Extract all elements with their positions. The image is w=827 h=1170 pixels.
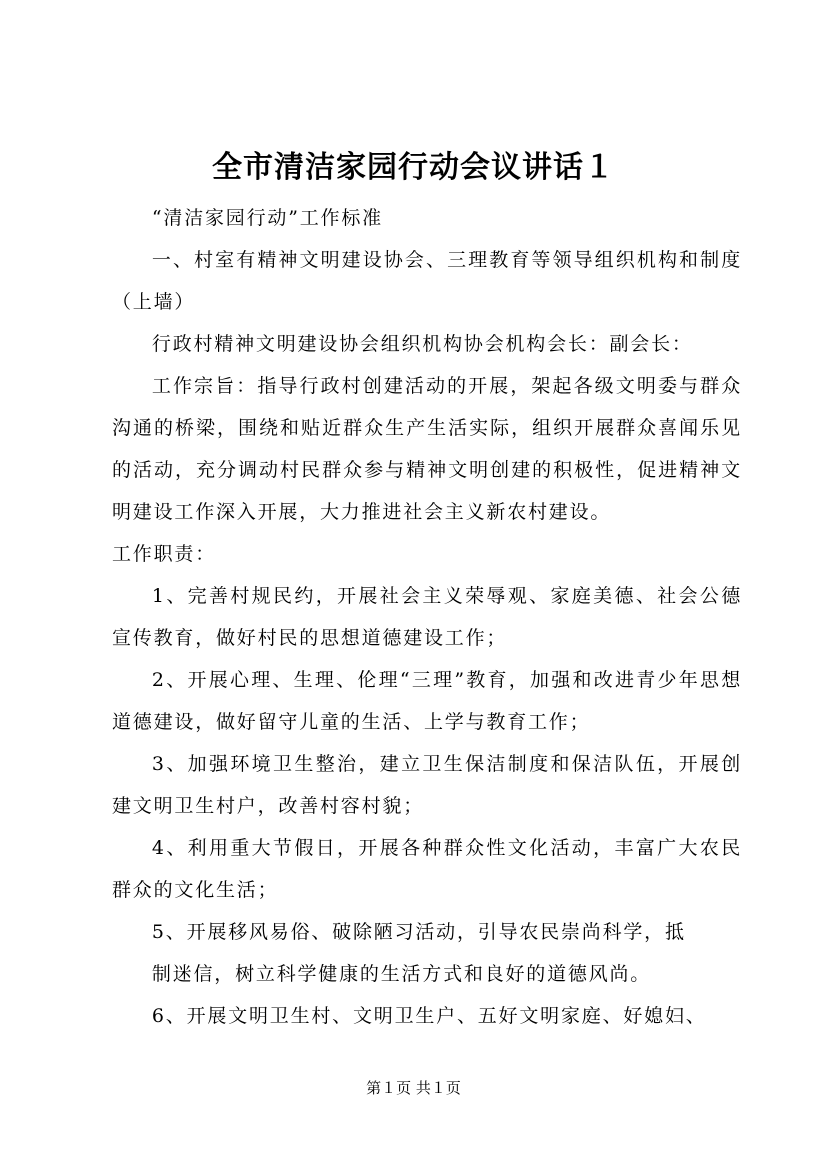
paragraph-duty-2: 2、开展心理、生理、伦理“三理”教育，加强和改进青少年思想道德建设，做好留守儿童的生活、上学与教育工作； bbox=[112, 669, 742, 733]
paragraph-duty-6: 6、开展文明卫生村、文明卫生户、五好文明家庭、好媳妇、 bbox=[151, 1005, 707, 1027]
paragraph-organization: 行政村精神文明建设协会组织机构协会机构会长：副会长： bbox=[151, 333, 693, 355]
page-number-footer: 第１页 共１页 bbox=[366, 1079, 461, 1097]
document-title: 全市清洁家园行动会议讲话１ bbox=[212, 150, 615, 185]
paragraph-duty-5-continued: 制迷信，树立科学健康的生活方式和良好的道德风尚。 bbox=[151, 963, 652, 985]
paragraph-duty-3: 3、加强环境卫生整治，建立卫生保洁制度和保洁队伍，开展创建文明卫生村户，改善村容村貌； bbox=[112, 753, 742, 817]
paragraph-duty-1: 1、完善村规民约，开展社会主义荣辱观、家庭美德、社会公德宣传教育，做好村民的思想道德建设工作； bbox=[112, 585, 742, 649]
paragraph-purpose: 工作宗旨：指导行政村创建活动的开展，架起各级文明委与群众沟通的桥梁，围绕和贴近群众生产生活实际，组织开展群众喜闻乐见的活动，充分调动村民群众参与精神文明创建的积极性，促进精神文明建设工作深入开展，大力推进社会主义新农村建设。 bbox=[112, 375, 742, 523]
paragraph-duty-5: 5、开展移风易俗、破除陋习活动，引导农民崇尚科学，抵 bbox=[151, 921, 686, 943]
paragraph-section-one: 一、村室有精神文明建设协会、三理教育等领导组织机构和制度（上墙） bbox=[112, 249, 742, 313]
paragraph-duties-heading: 工作职责： bbox=[112, 543, 217, 565]
paragraph-duty-4: 4、利用重大节假日，开展各种群众性文化活动，丰富广大农民群众的文化生活； bbox=[112, 837, 742, 901]
paragraph-standard-heading: “清洁家园行动”工作标准 bbox=[151, 207, 383, 229]
document-body bbox=[112, 197, 742, 1037]
